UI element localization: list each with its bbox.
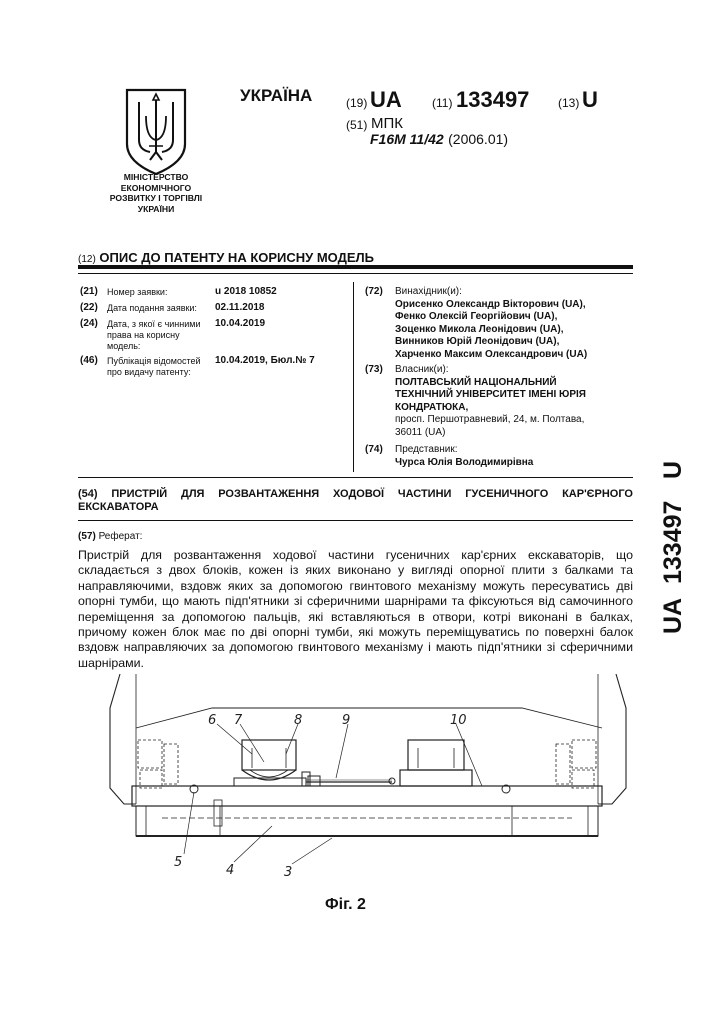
inid-code-21: (21) bbox=[80, 286, 98, 297]
callout-10: 10 bbox=[450, 713, 467, 728]
inventor-name: Фенко Олексій Георгійович (UA), bbox=[395, 311, 558, 323]
inventors-label: Винахідник(и): bbox=[395, 286, 462, 297]
column-divider bbox=[353, 282, 354, 472]
application-number: u 2018 10852 bbox=[215, 286, 277, 297]
publication-label: Публікація відомостей про видачу патенту: bbox=[107, 356, 201, 377]
representative-block bbox=[395, 444, 635, 469]
section-rule bbox=[78, 477, 633, 478]
inid-code-74: (74) bbox=[365, 444, 383, 455]
inid-code-73: (73) bbox=[365, 364, 383, 375]
effective-date-label: Дата, з якої є чинними права на корисну модель: bbox=[107, 319, 201, 351]
callout-5: 5 bbox=[174, 855, 183, 870]
callout-7: 7 bbox=[234, 713, 243, 728]
inventor-name: Харченко Максим Олександрович (UA) bbox=[395, 348, 588, 360]
effective-date: 10.04.2019 bbox=[215, 318, 266, 329]
country-code: UA bbox=[370, 87, 402, 112]
owner-name: ТЕХНІЧНИЙ УНІВЕРСИТЕТ ІМЕНІ ЮРІЯ bbox=[395, 389, 586, 401]
title-rule-thick bbox=[78, 265, 633, 269]
inid-code-46: (46) bbox=[80, 355, 98, 366]
abstract-text: Пристрій для розвантаження ходової частини гусеничних кар'єрних екскаваторів, що складається з двох блоків, кожен із яких виконано у вигляді опорної плити з балками та направляючими, вздовж яких за допомогою гвинтового механізму можуть пересуватись дві опорні тумби, що мають підп'ятники зі сферичними шарнірами та фіксуються від самочинного переміщення за допомогою пальців, які вставляються в отвори, котрі виконані в балках, причому кожен блок має по дві опорні тумби, які можуть переміщуватись по поверхні балок вздовж направляючих за допомогою гвинтового механізму і мають підп'ятники зі сферичними шарнірами. bbox=[78, 548, 633, 670]
filing-date: 02.11.2018 bbox=[215, 302, 265, 313]
inid-code-13: (13) bbox=[558, 96, 580, 110]
ipc-classification bbox=[370, 131, 508, 149]
callout-9: 9 bbox=[342, 713, 351, 728]
ipc-year: (2006.01) bbox=[448, 131, 509, 147]
inid-code-54: (54) bbox=[78, 488, 98, 500]
utility-model-title bbox=[78, 488, 633, 514]
inid-code-12: (12) bbox=[78, 254, 96, 265]
publication-date: 10.04.2019, Бюл.№ 7 bbox=[215, 355, 315, 366]
inid-code-72: (72) bbox=[365, 286, 383, 297]
technical-drawing bbox=[102, 668, 632, 880]
callout-8: 8 bbox=[294, 713, 303, 728]
inid-code-51: (51) bbox=[346, 118, 368, 132]
inid-code-57: (57) bbox=[78, 531, 96, 542]
ipc-label: МПК bbox=[371, 115, 404, 132]
document-title bbox=[78, 250, 374, 265]
vertical-patent-id bbox=[641, 459, 699, 634]
ministry-name: МІНІСТЕРСТВО ЕКОНОМІЧНОГО РОЗВИТКУ І ТОРГІВЛІ УКРАЇНИ bbox=[109, 172, 203, 214]
patent-number: 133497 bbox=[456, 87, 530, 112]
inid-code-19: (19) bbox=[346, 96, 368, 110]
inid-code-11: (11) bbox=[432, 96, 453, 110]
figure-caption: Фіг. 2 bbox=[325, 896, 366, 913]
callout-6: 6 bbox=[208, 713, 217, 728]
representative-label: Представник: bbox=[395, 444, 458, 455]
trident-emblem-icon bbox=[123, 86, 189, 176]
owner-name: КОНДРАТЮКА, bbox=[395, 401, 469, 413]
utility-model-title-text: ПРИСТРІЙ ДЛЯ РОЗВАНТАЖЕННЯ ХОДОВОЇ ЧАСТИНИ ГУСЕНИЧНОГО КАР'ЄРНОГО ЕКСКАВАТОРА bbox=[78, 488, 633, 513]
side-document-kind: U bbox=[659, 460, 687, 479]
inventor-name: Винников Юрій Леонідович (UA), bbox=[395, 336, 560, 348]
application-number-label: Номер заявки: bbox=[107, 287, 168, 297]
owner-label: Власник(и): bbox=[395, 364, 449, 375]
callout-4: 4 bbox=[226, 863, 235, 878]
abstract-label: Реферат: bbox=[98, 531, 143, 542]
document-title-text: ОПИС ДО ПАТЕНТУ НА КОРИСНУ МОДЕЛЬ bbox=[99, 250, 375, 265]
abstract-rule bbox=[78, 520, 633, 521]
ipc-code: F16M 11/42 bbox=[370, 131, 444, 147]
inventors-block bbox=[395, 286, 635, 362]
document-kind: U bbox=[582, 87, 598, 112]
inventor-name: Зоценко Микола Леонідович (UA), bbox=[395, 323, 564, 335]
inid-code-24: (24) bbox=[80, 318, 98, 329]
owner-address: просп. Першотравневий, 24, м. Полтава, bbox=[395, 414, 585, 426]
title-rule-thin bbox=[78, 273, 633, 274]
owner-name: ПОЛТАВСЬКИЙ НАЦІОНАЛЬНИЙ bbox=[395, 376, 557, 388]
callout-3: 3 bbox=[284, 865, 293, 880]
side-patent-number: 133497 bbox=[659, 500, 687, 584]
inid-code-22: (22) bbox=[80, 302, 98, 313]
owner-address: 36011 (UA) bbox=[395, 426, 446, 438]
abstract-heading bbox=[78, 531, 142, 542]
representative-name: Чурса Юлія Володимирівна bbox=[395, 456, 534, 468]
country-name: УКРАЇНА bbox=[240, 86, 313, 105]
side-country-code: UA bbox=[659, 597, 687, 634]
filing-date-label: Дата подання заявки: bbox=[107, 303, 197, 313]
inventor-name: Орисенко Олександр Вікторович (UA), bbox=[395, 298, 586, 310]
owner-block bbox=[395, 364, 635, 440]
